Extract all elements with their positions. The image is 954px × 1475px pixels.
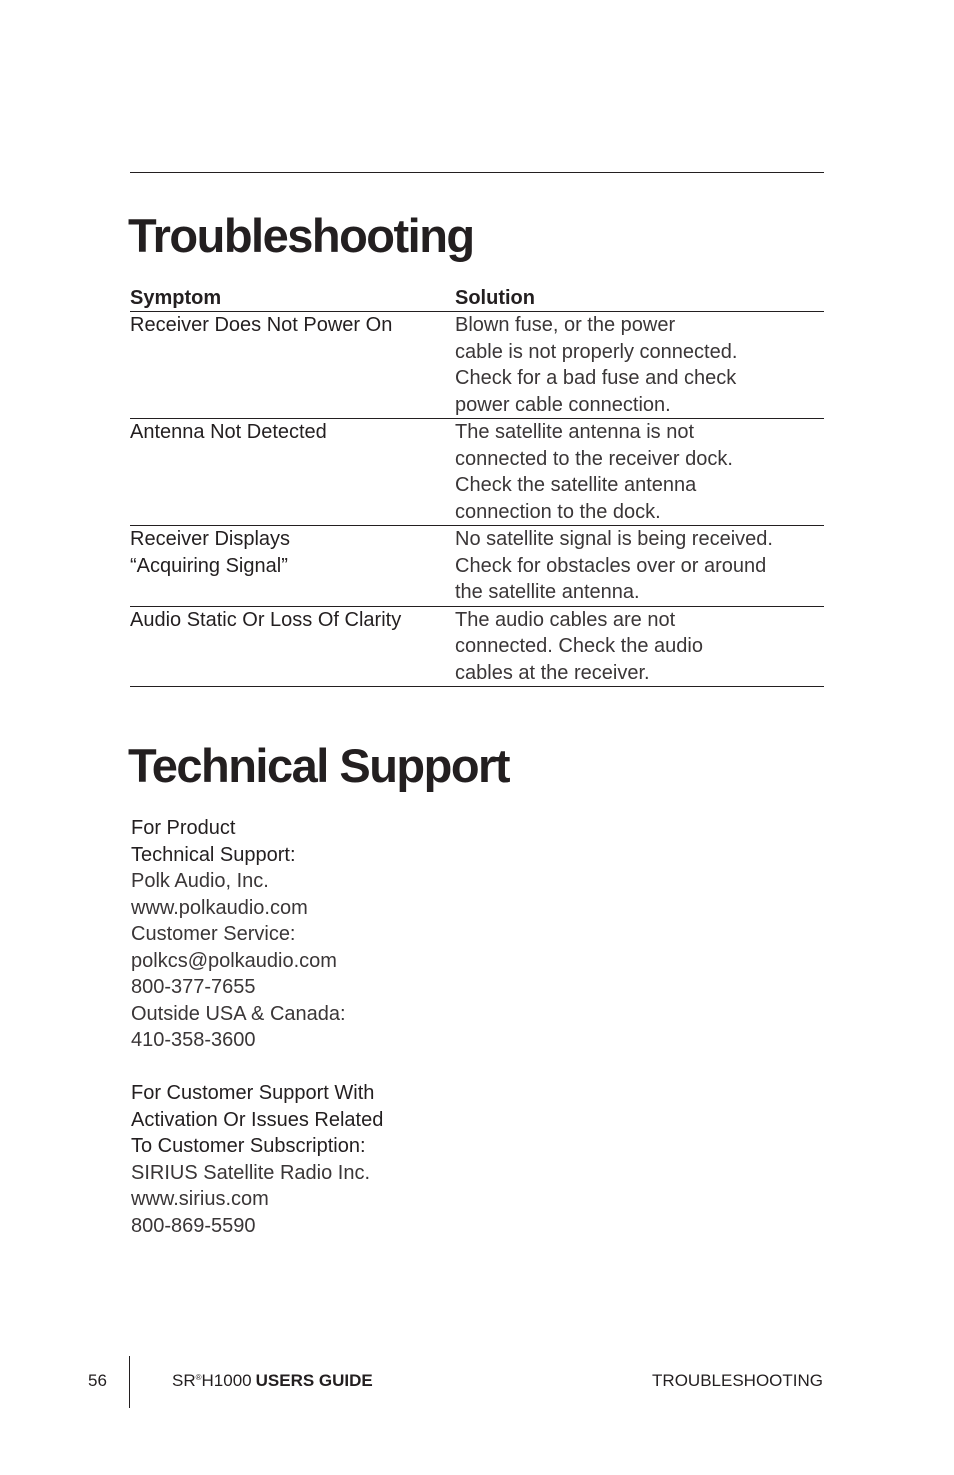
symptom-line: “Acquiring Signal” (130, 554, 288, 577)
customer-support-heading: Activation Or Issues Related (131, 1108, 384, 1131)
symptom-cell (130, 312, 455, 419)
guide-label: USERS GUIDE (255, 1371, 373, 1390)
solution-line: connected. Check the audio (455, 635, 703, 657)
customer-service-label: Customer Service: (131, 923, 296, 945)
phone-number: 800-869-5590 (131, 1214, 256, 1237)
product-support-heading: For Product (131, 817, 236, 839)
solution-line: cable is not properly connected. (455, 340, 738, 363)
customer-support-block (131, 1080, 531, 1239)
solution-line: The audio cables are not (455, 608, 676, 631)
product-support-heading: Technical Support: (131, 843, 296, 866)
table-header-row (130, 284, 824, 312)
table-row (130, 526, 824, 607)
model-suffix: H1000 (201, 1371, 252, 1390)
symptom-line: Receiver Does Not Power On (130, 314, 393, 336)
solution-cell (455, 606, 824, 687)
model-prefix: SR (172, 1371, 196, 1390)
phone-number: 410-358-3600 (131, 1029, 256, 1051)
footer-guide-title (172, 1371, 373, 1391)
website-link[interactable]: www.sirius.com (131, 1188, 269, 1210)
table-row (130, 419, 824, 526)
solution-cell (455, 419, 824, 526)
solution-line: cables at the receiver. (455, 661, 650, 684)
phone-number: 800-377-7655 (131, 976, 256, 998)
troubleshooting-title: Troubleshooting (128, 209, 474, 262)
symptom-header: Symptom (130, 284, 455, 312)
symptom-line: Audio Static Or Loss Of Clarity (130, 608, 402, 631)
registered-mark: ® (195, 1373, 202, 1382)
troubleshooting-table (130, 284, 824, 687)
company-name: Polk Audio, Inc. (131, 870, 269, 892)
support-contacts (131, 815, 531, 1239)
solution-cell (455, 526, 824, 607)
solution-line: Check the satellite antenna (455, 474, 697, 496)
company-name: SIRIUS Satellite Radio Inc. (131, 1161, 370, 1184)
technical-support-title: Technical Support (128, 739, 509, 792)
page-number: 56 (88, 1371, 107, 1390)
solution-line: Check for a bad fuse and check (455, 367, 737, 389)
table-row (130, 606, 824, 687)
solution-line: Check for obstacles over or around (455, 554, 767, 577)
footer-section-name: TROUBLESHOOTING (652, 1371, 823, 1390)
symptom-line: Antenna Not Detected (130, 421, 327, 443)
solution-header: Solution (455, 284, 824, 312)
solution-cell (455, 312, 824, 419)
solution-line: No satellite signal is being received. (455, 528, 773, 550)
symptom-line: Receiver Displays (130, 528, 291, 550)
solution-line: the satellite antenna. (455, 581, 640, 603)
customer-support-heading: To Customer Subscription: (131, 1135, 366, 1157)
product-support-block (131, 815, 531, 1054)
table-row (130, 312, 824, 419)
top-rule (130, 172, 824, 173)
customer-support-heading: For Customer Support With (131, 1082, 375, 1104)
solution-line: connection to the dock. (455, 500, 661, 523)
symptom-cell (130, 526, 455, 607)
solution-line: The satellite antenna is not (455, 421, 695, 443)
email-link[interactable]: polkcs@polkaudio.com (131, 949, 337, 972)
website-link[interactable]: www.polkaudio.com (131, 896, 308, 919)
footer-divider (129, 1356, 130, 1408)
outside-usa-label: Outside USA & Canada: (131, 1002, 346, 1025)
solution-line: Blown fuse, or the power (455, 314, 676, 336)
solution-line: connected to the receiver dock. (455, 447, 733, 470)
spacer (131, 1054, 531, 1081)
solution-line: power cable connection. (455, 393, 671, 416)
symptom-cell (130, 419, 455, 526)
symptom-cell (130, 606, 455, 687)
